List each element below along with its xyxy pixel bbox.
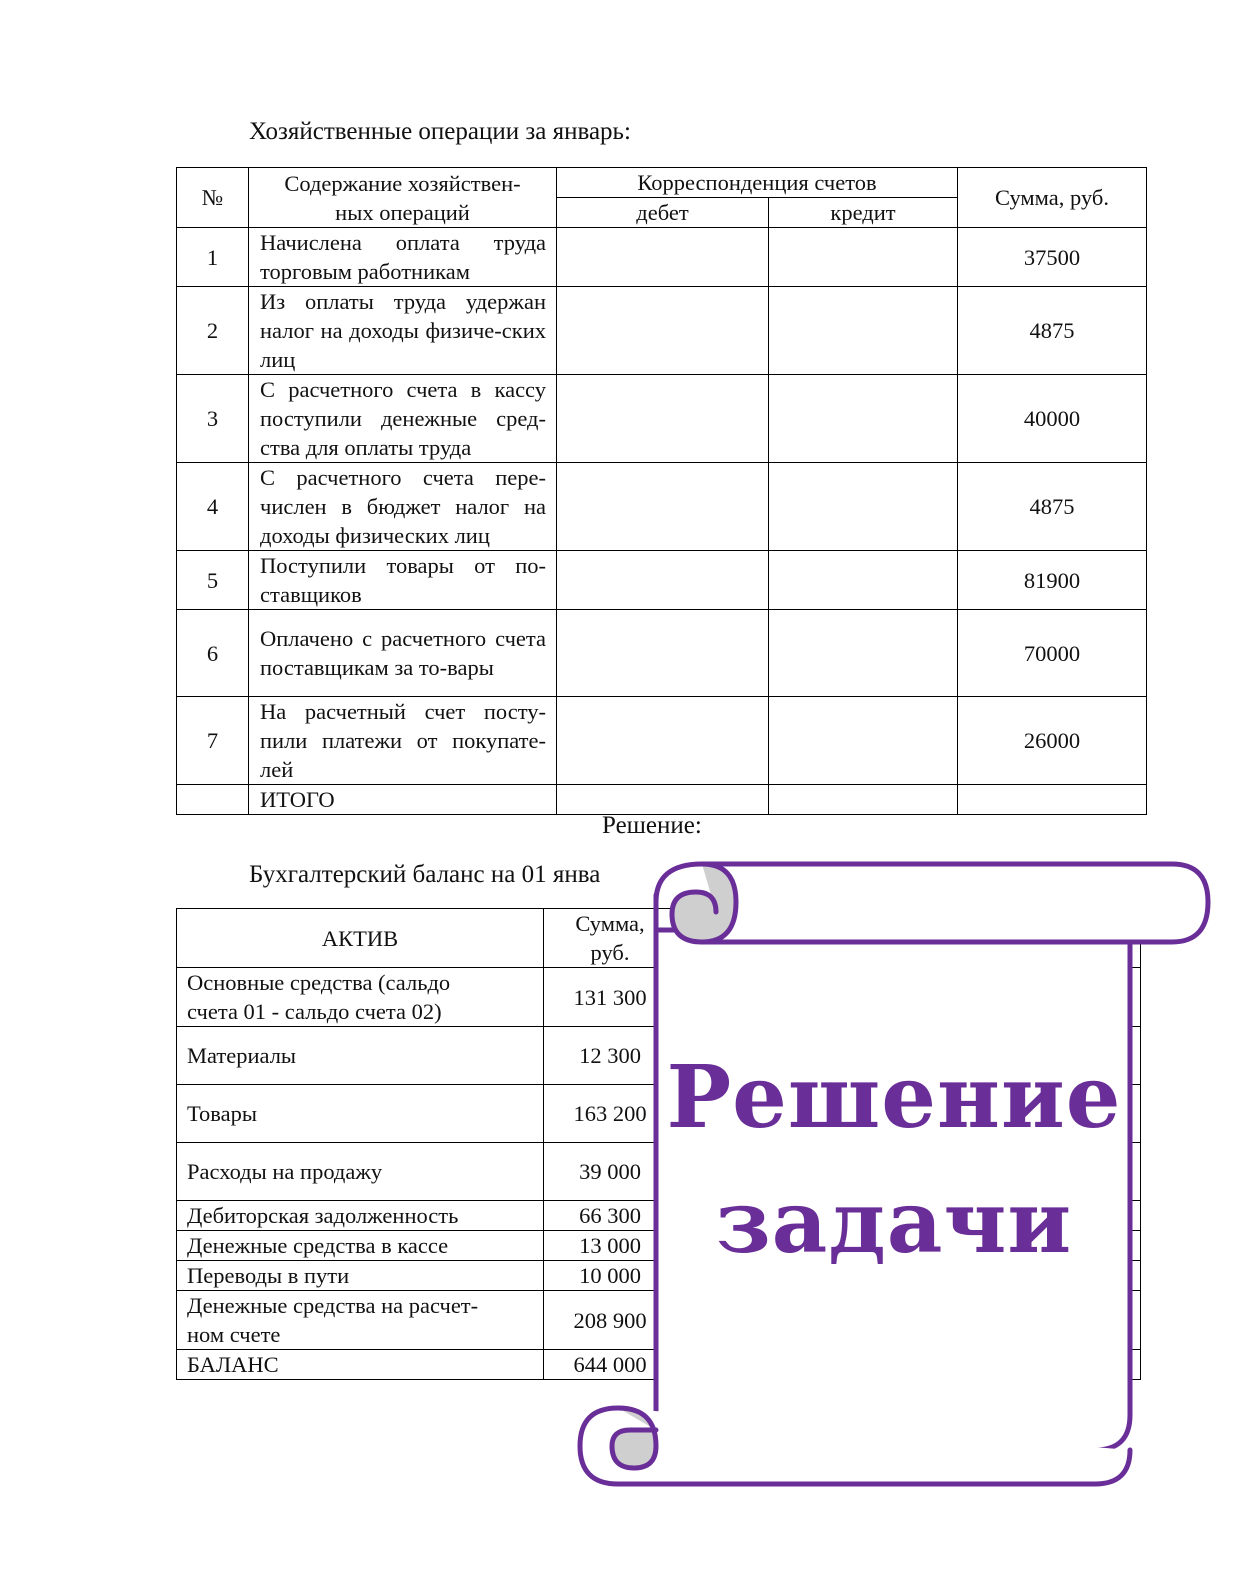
row-amount: 644 000 bbox=[544, 1350, 677, 1380]
row-label-line1: Денежные средства на расчет- bbox=[187, 1293, 479, 1318]
header-content-line1: Содержание хозяйствен- bbox=[284, 170, 521, 196]
row-label: Товары bbox=[177, 1085, 544, 1143]
table-row bbox=[177, 287, 1147, 375]
header-debit: дебет bbox=[557, 198, 769, 228]
row-sum: 26000 bbox=[958, 697, 1147, 785]
row-num: 1 bbox=[177, 228, 249, 287]
row-label bbox=[177, 968, 544, 1027]
solution-label: Решение: bbox=[602, 812, 702, 839]
row-amount: 66 300 bbox=[544, 1201, 677, 1231]
balance-title: Бухгалтерский баланс на 01 янва bbox=[249, 861, 601, 888]
row-label: Денежные средства в кассе bbox=[177, 1231, 544, 1261]
table-row bbox=[177, 697, 1147, 785]
row-sum: 37500 bbox=[958, 228, 1147, 287]
row-label: Материалы bbox=[177, 1027, 544, 1085]
row-num: 6 bbox=[177, 610, 249, 697]
row-debit bbox=[557, 375, 769, 463]
row-credit bbox=[769, 697, 958, 785]
row-label: Дебиторская задолженность bbox=[177, 1201, 544, 1231]
row-credit bbox=[769, 228, 958, 287]
header-amount-line2: руб. bbox=[590, 940, 630, 965]
row-amount: 163 200 bbox=[544, 1085, 677, 1143]
row-amount: 13 000 bbox=[544, 1231, 677, 1261]
header-sum: Сумма, руб. bbox=[958, 168, 1147, 228]
row-debit bbox=[557, 463, 769, 551]
row-label-line2: счета 01 - сальдо счета 02) bbox=[187, 999, 442, 1024]
row-text: Из оплаты труда удержан налог на доходы физиче-ских лиц bbox=[249, 287, 557, 375]
row-sum: 4875 bbox=[958, 287, 1147, 375]
table-row bbox=[177, 228, 1147, 287]
total-sum bbox=[958, 785, 1147, 815]
row-credit bbox=[769, 551, 958, 610]
header-credit: кредит bbox=[769, 198, 958, 228]
row-amount: 208 900 bbox=[544, 1291, 677, 1350]
row-credit bbox=[769, 610, 958, 697]
row-sum: 70000 bbox=[958, 610, 1147, 697]
row-text: Начислена оплата труда торговым работникам bbox=[249, 228, 557, 287]
table-row bbox=[177, 610, 1147, 697]
row-label: Переводы в пути bbox=[177, 1261, 544, 1291]
row-amount: 10 000 bbox=[544, 1261, 677, 1291]
row-label-line2: ном счете bbox=[187, 1322, 281, 1347]
table-row bbox=[177, 551, 1147, 610]
total-debit bbox=[557, 785, 769, 815]
total-credit bbox=[769, 785, 958, 815]
row-num: 4 bbox=[177, 463, 249, 551]
header-correspondence: Корреспонденция счетов bbox=[557, 168, 958, 198]
header-num: № bbox=[177, 168, 249, 228]
row-debit bbox=[557, 551, 769, 610]
table-row bbox=[177, 463, 1147, 551]
total-label: ИТОГО bbox=[249, 785, 557, 815]
row-label: БАЛАНС bbox=[177, 1350, 544, 1380]
header-content-line2: ных операций bbox=[335, 199, 470, 225]
row-debit bbox=[557, 228, 769, 287]
row-amount: 39 000 bbox=[544, 1143, 677, 1201]
table-row bbox=[177, 375, 1147, 463]
row-text: Поступили товары от по-ставщиков bbox=[249, 551, 557, 610]
row-sum: 40000 bbox=[958, 375, 1147, 463]
row-sum: 4875 bbox=[958, 463, 1147, 551]
header-asset: АКТИВ bbox=[177, 909, 544, 968]
header-content bbox=[249, 168, 557, 228]
row-credit bbox=[769, 375, 958, 463]
scroll-top-roll bbox=[702, 864, 1208, 942]
row-credit bbox=[769, 287, 958, 375]
row-credit bbox=[769, 463, 958, 551]
total-row bbox=[177, 785, 1147, 815]
row-label-line1: Основные средства (сальдо bbox=[187, 970, 451, 995]
row-debit bbox=[557, 697, 769, 785]
banner-line1: Решение bbox=[666, 1047, 1122, 1148]
row-text: На расчетный счет посту-пили платежи от покупате-лей bbox=[249, 697, 557, 785]
banner-line2: задачи bbox=[715, 1172, 1073, 1273]
operations-title: Хозяйственные операции за январь: bbox=[249, 118, 631, 145]
header-amount-line1: Сумма, bbox=[575, 911, 645, 936]
row-text: Оплачено с расчетного счета поставщикам за то-вары bbox=[249, 610, 557, 697]
row-sum: 81900 bbox=[958, 551, 1147, 610]
row-debit bbox=[557, 287, 769, 375]
row-num: 7 bbox=[177, 697, 249, 785]
row-num: 3 bbox=[177, 375, 249, 463]
row-text: С расчетного счета пере-числен в бюджет налог на доходы физических лиц bbox=[249, 463, 557, 551]
row-amount: 131 300 bbox=[544, 968, 677, 1027]
row-amount: 12 300 bbox=[544, 1027, 677, 1085]
row-label bbox=[177, 1291, 544, 1350]
row-debit bbox=[557, 610, 769, 697]
row-num: 5 bbox=[177, 551, 249, 610]
operations-table bbox=[176, 167, 1147, 815]
row-label: Расходы на продажу bbox=[177, 1143, 544, 1201]
row-num: 2 bbox=[177, 287, 249, 375]
total-num bbox=[177, 785, 249, 815]
row-text: С расчетного счета в кассу поступили денежные сред-ства для оплаты труда bbox=[249, 375, 557, 463]
